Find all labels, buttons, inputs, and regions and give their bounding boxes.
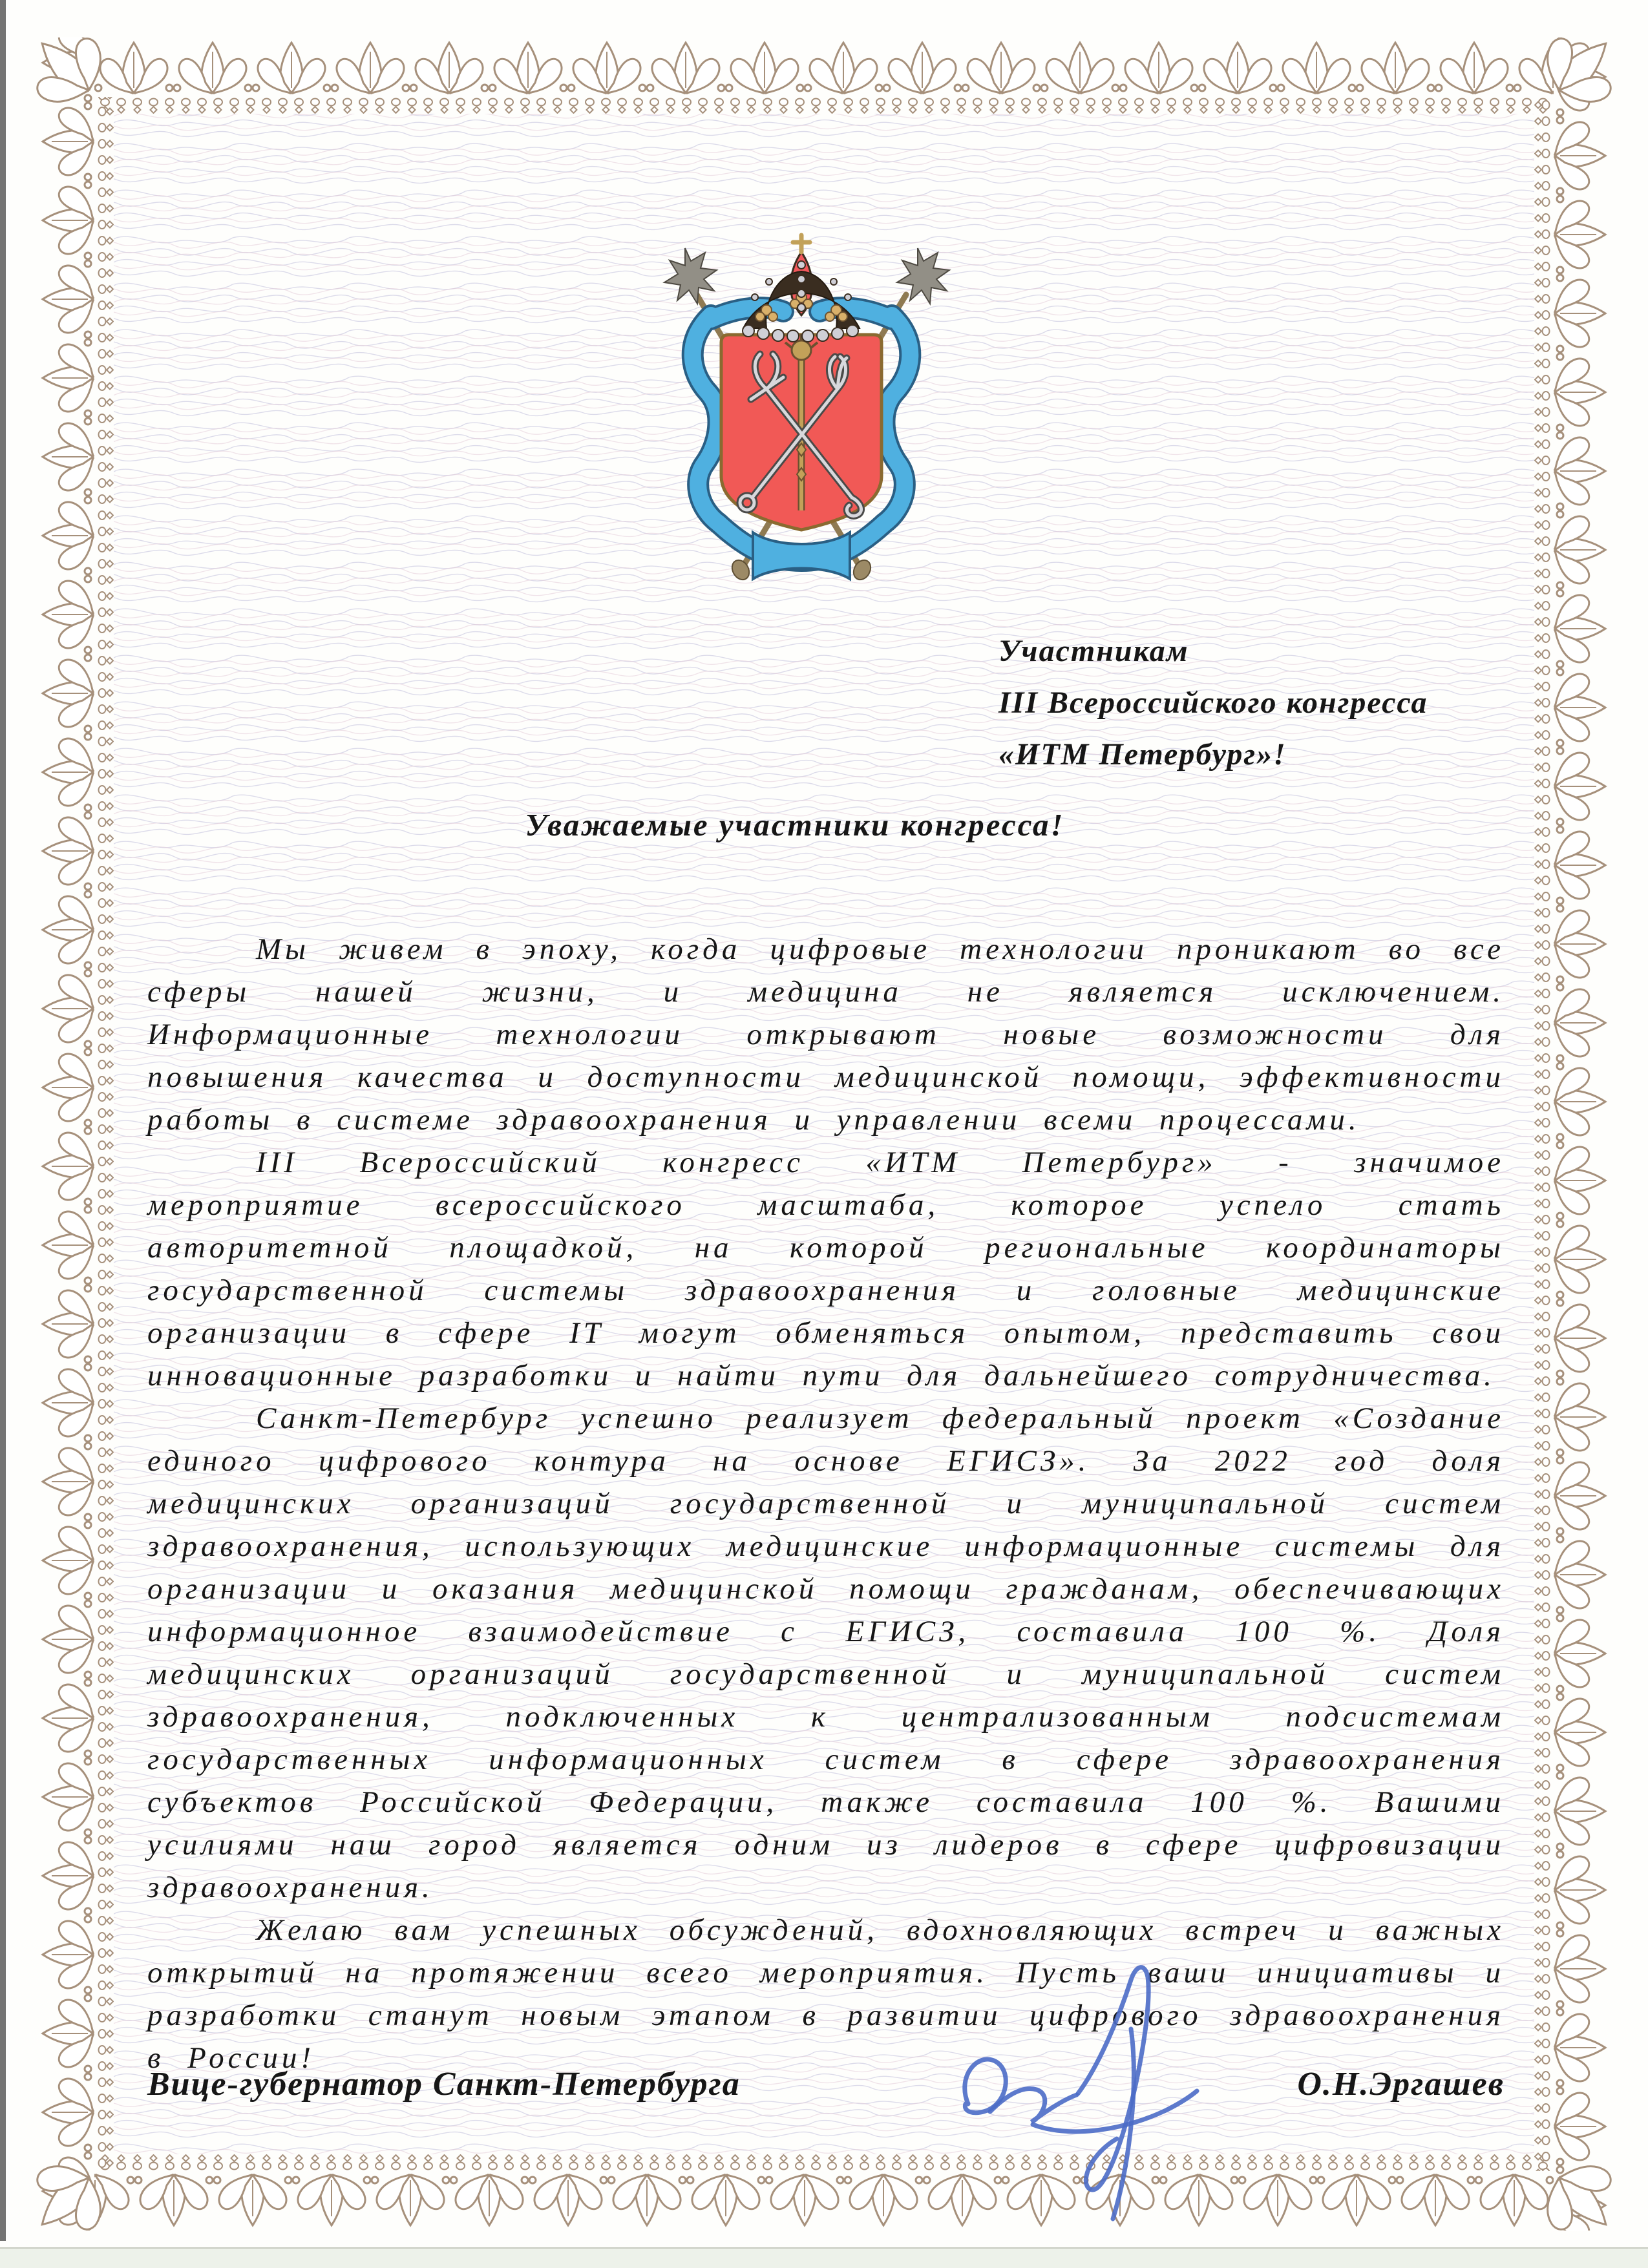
salutation-heading: Уважаемые участники конгресса! (525, 807, 1065, 843)
addressee-line: III Всероссийского конгресса (998, 686, 1428, 720)
signature-row (147, 2065, 1505, 2103)
signer-name: О.Н.Эргашев (1297, 2066, 1505, 2103)
addressee-block (998, 625, 1428, 781)
addressee-line: «ИТМ Петербург»! (998, 737, 1287, 772)
body-paragraph: III Всероссийский конгресс «ИТМ Петербург» - значимое мероприятие всероссийского масштаба, которое успело стать авторитетной площадкой, на которой региональные координаторы государственной системы здравоохранения и головные медицинские организации в сфере IT могут обменяться опытом, представить свои инновационные разработки и найти пути для дальнейшего сотрудничества. (147, 1146, 1505, 1392)
addressee-line: Участникам (998, 634, 1189, 668)
scan-edge-artifact (0, 0, 6, 2241)
letter-body (147, 928, 1505, 2079)
body-paragraph: Мы живем в эпоху, когда цифровые технологии проникают во все сферы нашей жизни, и медицина не является исключением. Информационные технологии открывают новые возможности для повышения качества и доступности медицинской помощи, эффективности работы в системе здравоохранения и управлении всеми процессами. (147, 932, 1505, 1137)
scan-edge-artifact (0, 2247, 1648, 2268)
handwritten-signature (918, 1958, 1241, 2255)
body-paragraph: Санкт-Петербург успешно реализует федеральный проект «Создание единого цифрового контура на основе ЕГИСЗ». За 2022 год доля медицинских организаций государственной и муниципальной систем здравоохранения, использующих медицинские информационные системы для организации и оказания медицинской помощи гражданам, обеспечивающих информационное взаимодействие с ЕГИСЗ, составила 100 %. Доля медицинских организаций государственной и муниципальной систем здравоохранения, подключенных к централизованным подсистемам государственных информационных систем в сфере здравоохранения субъектов Российской Федерации, также составила 100 %. Вашими усилиями наш город является одним из лидеров в сфере цифровизации здравоохранения. (147, 1402, 1505, 1904)
coat-of-arms-saint-petersburg-icon (646, 230, 956, 589)
signer-title: Вице-губернатор Санкт-Петербурга (147, 2066, 741, 2103)
body-paragraph: Желаю вам успешных обсуждений, вдохновляющих встреч и важных открытий на протяжении всего мероприятия. Пусть ваши инициативы и разработки станут новым этапом в развитии цифрового здравоохранения в России! (147, 1913, 1505, 2075)
